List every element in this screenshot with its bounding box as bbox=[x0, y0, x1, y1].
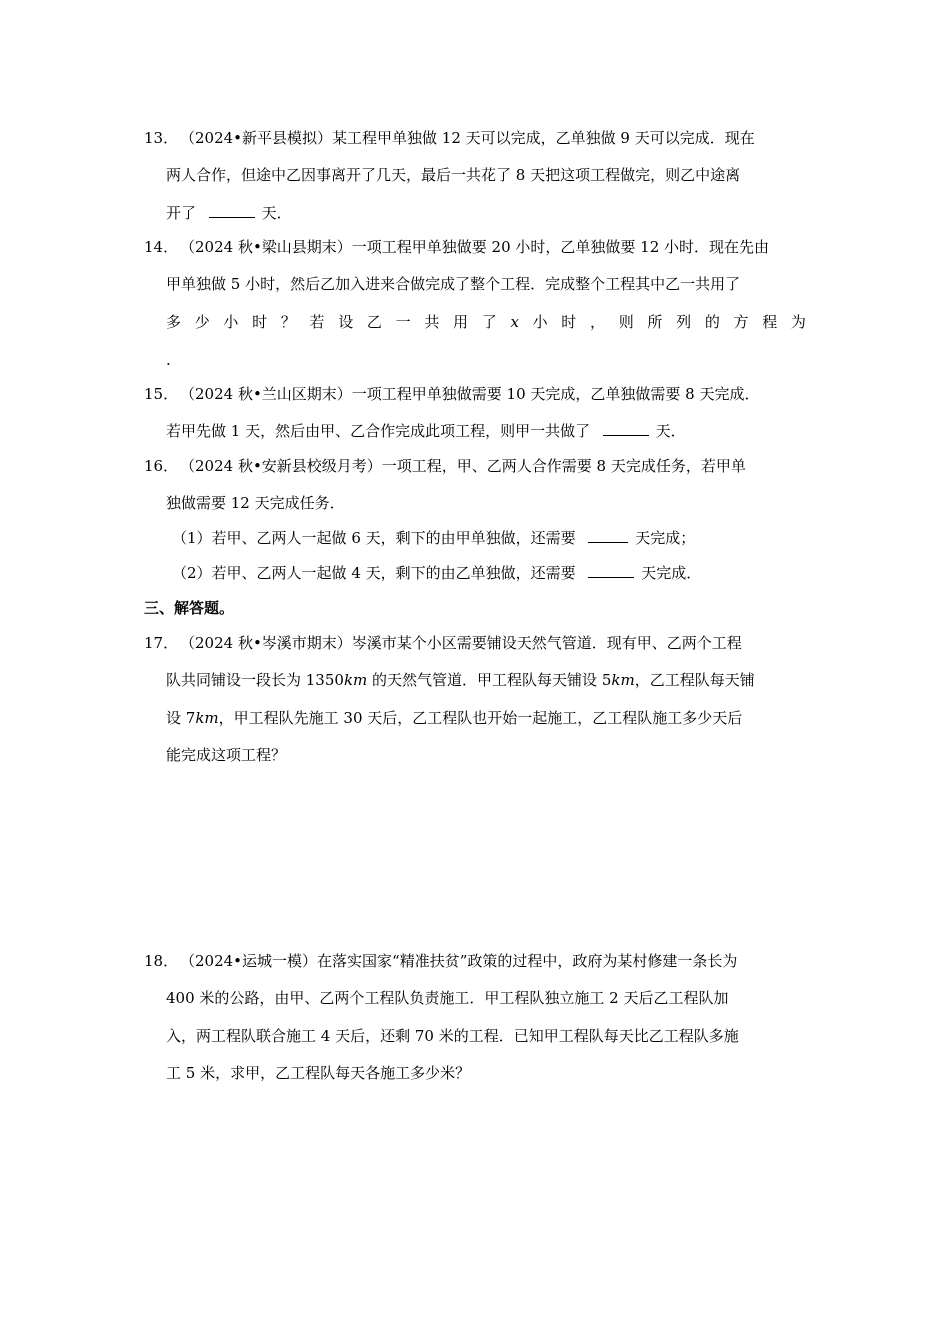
text-segment: 的天然气管道．甲工程队每天铺设 5 bbox=[367, 671, 612, 689]
question-16-sub-2 bbox=[172, 563, 701, 583]
sub-2-text-before-blank: （2）若甲、乙两人一起做 4 天，剩下的由乙单独做，还需要 bbox=[172, 564, 576, 582]
question-16-number: 16． bbox=[144, 457, 179, 475]
question-13-line-2: 两人合作，但途中乙因事离开了几天，最后一共花了 8 天把这项工程做完，则乙中途离 bbox=[166, 166, 741, 184]
word: 少 bbox=[194, 313, 210, 331]
question-14-line-3 bbox=[166, 312, 806, 332]
section-heading: 三、解答题。 bbox=[144, 599, 235, 617]
word: ， bbox=[590, 313, 606, 331]
question-15-text-before-blank: 若甲先做 1 天，然后由甲、乙合作完成此项工程，则甲一共做了 bbox=[166, 422, 591, 440]
word: 的 bbox=[704, 313, 720, 331]
question-15-line-1: （2024 秋•兰山区期末）一项工程甲单独做需要 10 天完成，乙单独做需要 8 天完成． bbox=[180, 385, 760, 403]
answer-blank[interactable] bbox=[209, 203, 255, 218]
word: ？ bbox=[280, 313, 296, 331]
word: 列 bbox=[676, 313, 692, 331]
question-15-number: 15． bbox=[144, 385, 179, 403]
word: 多 bbox=[166, 313, 182, 331]
word: 小 bbox=[532, 313, 548, 331]
question-14-line-2: 甲单独做 5 小时，然后乙加入进来合做完成了整个工程．完成整个工程其中乙一共用了 bbox=[166, 275, 741, 293]
word: 共 bbox=[424, 313, 440, 331]
text-segment: 设 7 bbox=[166, 709, 196, 727]
sub-2-text-after-blank: 天完成． bbox=[641, 564, 702, 582]
word: 程 bbox=[762, 313, 778, 331]
question-13-line-1: （2024•新平县模拟）某工程甲单独做 12 天可以完成，乙单独做 9 天可以完成．现在 bbox=[180, 129, 755, 147]
unit-km: km bbox=[343, 671, 368, 689]
word: 时 bbox=[252, 313, 268, 331]
question-18-line-3: 入，两工程队联合施工 4 天后，还剩 70 米的工程．已知甲工程队每天比乙工程队多施 bbox=[166, 1027, 739, 1045]
unit-km: km bbox=[195, 709, 219, 727]
word: 时 bbox=[561, 313, 577, 331]
question-17-number: 17． bbox=[144, 634, 179, 652]
word: 方 bbox=[733, 313, 749, 331]
question-18-line-4: 工 5 米，求甲，乙工程队每天各施工多少米？ bbox=[166, 1064, 471, 1082]
answer-blank[interactable] bbox=[603, 421, 649, 436]
question-13-text-after-blank: 天． bbox=[261, 204, 292, 222]
word: 一 bbox=[395, 313, 411, 331]
question-18-line-2: 400 米的公路，由甲、乙两个工程队负责施工．甲工程队独立施工 2 天后乙工程队加 bbox=[166, 989, 729, 1007]
question-13-line-3 bbox=[166, 203, 292, 223]
sub-1-text-before-blank: （1）若甲、乙两人一起做 6 天，剩下的由甲单独做，还需要 bbox=[172, 529, 576, 547]
text-segment: 队共同铺设一段长为 1350 bbox=[166, 671, 344, 689]
question-17-line-1: （2024 秋•岑溪市期末）岑溪市某个小区需要铺设天然气管道．现有甲、乙两个工程 bbox=[180, 634, 742, 652]
question-13-text-before-blank: 开了 bbox=[166, 204, 197, 222]
question-13-number: 13． bbox=[144, 129, 179, 147]
question-17-line-2 bbox=[166, 670, 755, 690]
word: 则 bbox=[618, 313, 634, 331]
answer-blank[interactable] bbox=[588, 563, 634, 578]
text-segment: ，甲工程队先施工 30 天后，乙工程队也开始一起施工，乙工程队施工多少天后 bbox=[218, 709, 743, 727]
text-segment: ，乙工程队每天铺 bbox=[634, 671, 755, 689]
word: 用 bbox=[453, 313, 469, 331]
question-14-line-4: . bbox=[166, 351, 171, 369]
word: 乙 bbox=[366, 313, 382, 331]
question-16-line-1: （2024 秋•安新县校级月考）一项工程，甲、乙两人合作需要 8 天完成任务，若甲单 bbox=[180, 457, 746, 475]
question-15-line-2 bbox=[166, 421, 686, 441]
sub-1-text-after-blank: 天完成； bbox=[635, 529, 696, 547]
word: 小 bbox=[223, 313, 239, 331]
question-17-line-3 bbox=[166, 708, 742, 728]
question-14-number: 14． bbox=[144, 238, 179, 256]
variable-x: x bbox=[510, 313, 519, 331]
question-14-line-1: （2024 秋•梁山县期末）一项工程甲单独做要 20 小时，乙单独做要 12 小时．现在先由 bbox=[180, 238, 770, 256]
question-16-line-2: 独做需要 12 天完成任务． bbox=[166, 494, 345, 512]
unit-km: km bbox=[611, 671, 635, 689]
question-17-line-4: 能完成这项工程？ bbox=[166, 746, 287, 764]
word: 了 bbox=[481, 313, 497, 331]
question-16-sub-1 bbox=[172, 528, 695, 548]
question-18-line-1: （2024•运城一模）在落实国家“精准扶贫”政策的过程中，政府为某村修建一条长为 bbox=[180, 952, 738, 970]
answer-blank[interactable] bbox=[588, 528, 628, 543]
word: 为 bbox=[790, 313, 806, 331]
word: 若 bbox=[309, 313, 325, 331]
question-18-number: 18． bbox=[144, 952, 179, 970]
word: 所 bbox=[647, 313, 663, 331]
question-15-text-after-blank: 天． bbox=[655, 422, 686, 440]
word: 设 bbox=[338, 313, 354, 331]
